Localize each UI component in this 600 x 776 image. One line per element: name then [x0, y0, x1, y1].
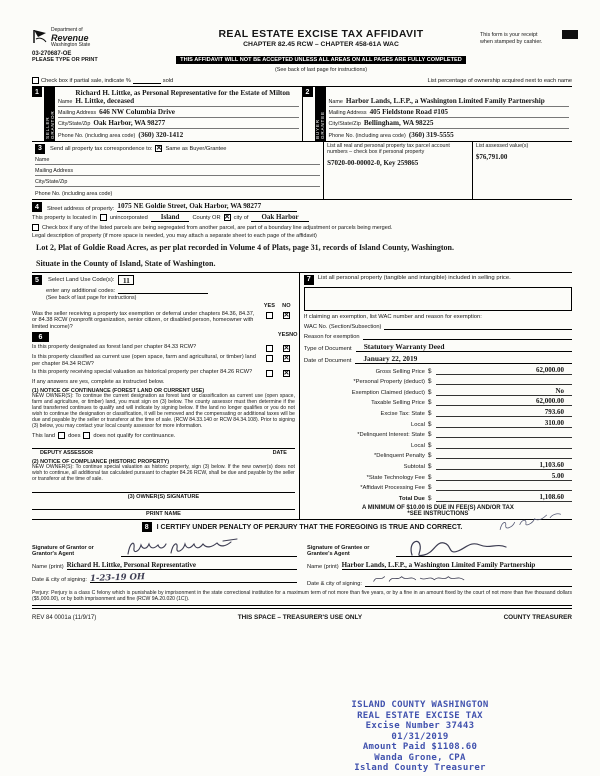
seller-phone-value[interactable]: (360) 320-1412 — [138, 131, 184, 139]
situate-statement: Situate in the County of Island, State of Washington. — [36, 259, 216, 268]
buyer-phone-label: Phone No. (including area code) — [328, 133, 406, 139]
total-due-value[interactable]: 1,108.60 — [436, 493, 572, 502]
does-not-label: does not qualify for continuance. — [93, 432, 176, 439]
print-name-line[interactable] — [32, 500, 295, 510]
see-back-note-2: (See back of last page for instructions) — [46, 295, 137, 301]
dollar-sign: $ — [427, 441, 432, 449]
seller-name-value[interactable]: Richard H. Littke, as Personal Representative for the Estate of Milton H. Littke, deceased — [75, 89, 290, 105]
grantor-signature-field[interactable] — [121, 535, 297, 557]
seller-address-value[interactable]: 646 NW Columbia Drive — [99, 108, 175, 116]
corr-city-field[interactable] — [70, 185, 320, 186]
dor-logo-icon — [32, 28, 48, 44]
tax-row-delinq-state: *Delinquent Interest: State $ — [304, 428, 572, 439]
notice-compliance-title: (2) NOTICE OF COMPLIANCE (HISTORIC PROPERTY) — [32, 459, 170, 466]
doc-date-label: Date of Document — [303, 358, 352, 364]
section-1-marker: 1 — [32, 87, 42, 97]
corr-phone-label: Phone No. (including area code) — [35, 191, 113, 197]
seller-grantor-tab: SELLER GRANTOR — [44, 87, 55, 141]
tax-row-exemption: Exemption Claimed (deduct) $ No — [304, 385, 572, 396]
grantee-name-print-value[interactable]: Harbor Lands, L.F.P., a Washington Limited Family Partnership — [342, 561, 572, 570]
if-yes-note: If any answers are yes, complete as instructed below. — [32, 379, 165, 386]
section-7-marker: 7 — [304, 275, 314, 285]
yes-no-header-2: 6 YES NO — [32, 332, 295, 342]
buyer-address-value[interactable]: 405 Fieldstone Road #105 — [369, 108, 449, 116]
seller-city-label: City/State/Zip — [58, 121, 91, 127]
print-name-label: PRINT NAME — [146, 511, 181, 518]
tax-row-penalty: *Delinquent Penalty $ — [304, 449, 572, 460]
processing-fee-value[interactable] — [436, 490, 572, 491]
land-does-checkbox[interactable] — [58, 432, 65, 439]
city-checkbox[interactable] — [224, 214, 231, 221]
partial-sale-row — [32, 77, 572, 87]
historic-no-checkbox[interactable] — [283, 370, 290, 377]
yes-no-header-1: YES NO — [263, 303, 291, 309]
section-4-marker: 4 — [32, 202, 42, 212]
partial-sale-percent-field[interactable] — [133, 78, 161, 84]
owners-signature-label: (3) OWNER(S) SIGNATURE — [127, 494, 200, 501]
receipt-line1: This form is your receipt — [480, 32, 538, 38]
tax-row-tech-fee: *State Technology Fee $ 5.00 — [304, 470, 572, 481]
land-use-code-value[interactable]: 11 — [118, 275, 134, 285]
taxable-price-value[interactable]: 62,000.00 — [436, 397, 572, 406]
excise-state-value[interactable]: 793.60 — [436, 408, 572, 417]
dept-line3: Washington State — [51, 41, 91, 48]
does-label: does — [68, 432, 81, 439]
dollar-sign: $ — [427, 462, 432, 470]
exemption-claimed-value[interactable]: No — [436, 387, 572, 396]
grantee-date-handwriting — [365, 572, 485, 586]
subtotal-value[interactable]: 1,103.60 — [436, 461, 572, 470]
delinq-state-value[interactable] — [436, 437, 572, 438]
reason-field[interactable] — [363, 333, 572, 340]
treasurer-space-label: THIS SPACE – TREASURER'S USE ONLY — [237, 614, 363, 622]
rev-number: REV 84 0001a (11/9/17) — [32, 614, 97, 621]
owners-signature-line[interactable] — [32, 483, 295, 493]
tax-correspondence-section — [32, 142, 572, 200]
land-does-not-checkbox[interactable] — [83, 432, 90, 439]
notice-bar: THIS AFFIDAVIT WILL NOT BE ACCEPTED UNLESS ALL AREAS ON ALL PAGES ARE FULLY COMPLETED — [176, 56, 466, 64]
exemption-yes-checkbox[interactable] — [266, 312, 273, 319]
land-use-column — [32, 273, 300, 519]
county-value[interactable]: Island — [151, 213, 190, 222]
penalty-value[interactable] — [436, 458, 572, 459]
receipt-line2: when stamped by cashier. — [480, 38, 543, 45]
grantee-signature — [406, 535, 526, 561]
doc-type-value[interactable]: Statutory Warranty Deed — [356, 342, 572, 352]
tax-column — [300, 273, 572, 519]
stamp-line: Amount Paid $1108.60 — [362, 742, 478, 752]
tax-row-delinq-local: Local $ — [304, 438, 572, 449]
corr-name-label: Name — [35, 157, 50, 163]
see-instructions-note: *SEE INSTRUCTIONS — [407, 510, 469, 517]
notice-compliance-body: NEW OWNER(S): To continue special valuation as historic property, sign (3) below. If the new owner(s) does not wish to continue, all additional tax calculated pursuant to chapter 84.26 RCW, shall be due and payable by the seller or transferor at the time of sale. — [32, 464, 295, 483]
buyer-name-label: Name — [328, 99, 343, 105]
delinq-local-value[interactable] — [436, 448, 572, 449]
corr-city-label: City/State/Zip — [35, 179, 68, 185]
current-use-no-checkbox[interactable] — [283, 355, 290, 362]
dollar-sign: $ — [427, 420, 432, 428]
street-address-label: Street address of property: — [47, 206, 115, 212]
tax-row-total: Total Due $ 1,108.60 — [304, 491, 572, 502]
legal-description-value[interactable]: Lot 2, Plat of Goldie Road Acres, as per plat recorded in Volume 4 of Plats, page 31, records of Island County, Washington. — [36, 243, 454, 252]
segregated-note: Check box if any of the listed parcels are being segregated from another parcel, are part of a boundary line adjustment or parcels being merged. — [42, 224, 393, 231]
grantor-signature-label: Signature of Grantor or Grantor's Agent — [32, 544, 94, 557]
seller-phone-label: Phone No. (including area code) — [58, 133, 136, 139]
street-address-value[interactable]: 1075 NE Goldie Street, Oak Harbor, WA 98277 — [117, 202, 297, 212]
grantor-date-city-value[interactable]: 1-23-19 OH — [90, 574, 297, 583]
partial-sale-checkbox[interactable] — [32, 77, 39, 84]
assessed-value[interactable]: $76,791.00 — [475, 153, 508, 161]
gross-price-value[interactable]: 62,000.00 — [436, 366, 572, 375]
grantor-name-print-value[interactable]: Richard H. Littke, Personal Representative — [67, 561, 297, 570]
doc-type-label: Type of Document — [303, 346, 352, 352]
buyer-city-label: City/State/Zip — [328, 121, 361, 127]
tax-row-taxable: Taxable Selling Price $ 62,000.00 — [304, 396, 572, 407]
buyer-phone-value[interactable]: (360) 319-5555 — [408, 131, 454, 139]
current-use-yes-checkbox[interactable] — [266, 355, 273, 362]
corr-address-label: Mailing Address — [35, 168, 74, 174]
wac-label: WAC No. (Section/Subsection) — [303, 324, 382, 330]
tax-row-personal: *Personal Property (deduct) $ — [304, 375, 572, 386]
type-or-print-label: PLEASE TYPE OR PRINT — [32, 57, 98, 63]
agency-block — [32, 28, 162, 63]
grantor-signature — [125, 536, 275, 560]
seller-address-label: Mailing Address — [58, 110, 97, 116]
page-title: REAL ESTATE EXCISE TAX AFFIDAVIT — [218, 28, 424, 40]
tax-row-excise-state: Excise Tax: State $ 793.60 — [304, 406, 572, 417]
city-of-label: city of — [233, 214, 249, 221]
see-back-note: (See back of last page for instructions) — [275, 67, 367, 73]
personal-property-header: List all personal property (tangible and intangible) included in selling price. — [317, 275, 511, 281]
reason-label: Reason for exemption — [303, 334, 360, 340]
tech-fee-value[interactable]: 5.00 — [436, 472, 572, 481]
wac-field[interactable] — [384, 323, 572, 330]
dollar-sign: $ — [427, 409, 432, 417]
dollar-sign: $ — [427, 388, 432, 396]
assessed-value-header: List assessed value(s) — [475, 143, 529, 149]
seller-section — [32, 87, 302, 142]
deputy-date-label: DATE — [272, 450, 287, 457]
dollar-sign: $ — [427, 452, 432, 460]
excise-local-value[interactable]: 310.00 — [436, 419, 572, 428]
dollar-sign: $ — [427, 431, 432, 439]
legal-description-label: Legal description of property (if more space is needed, you may attach a separate sheet to each page of the affidavit) — [32, 233, 317, 239]
partial-sale-label: Check box if partial sale, indicate % — [41, 77, 131, 84]
grantor-date-city-label: Date & city of signing: — [32, 577, 88, 584]
dept-line2: Revenue — [51, 32, 89, 43]
certify-statement: I CERTIFY UNDER PENALTY OF PERJURY THAT THE FOREGOING IS TRUE AND CORRECT. — [156, 523, 463, 531]
forest-yes-checkbox[interactable] — [266, 345, 273, 352]
seller-city-value[interactable]: Oak Harbor, WA 98277 — [93, 119, 166, 127]
additional-codes-field[interactable] — [118, 287, 208, 294]
stamp-line: Excise Number 37443 — [365, 721, 475, 731]
seller-name-label: Name — [58, 99, 73, 105]
corr-phone-field[interactable] — [115, 197, 320, 198]
dollar-sign: $ — [427, 484, 432, 492]
corr-name-field[interactable] — [52, 163, 320, 164]
buyer-name-value[interactable]: Harbor Lands, L.F.P., a Washington Limited Family Partnership — [345, 97, 545, 105]
header — [32, 28, 572, 73]
additional-codes-label: enter any additional codes: — [46, 288, 116, 294]
corr-address-field[interactable] — [76, 174, 320, 175]
form-number: 03-270687-OE — [32, 51, 72, 57]
dollar-sign: $ — [427, 367, 432, 375]
buyer-section — [302, 87, 573, 142]
grantee-signing-column — [307, 535, 572, 587]
deputy-assessor-label: DEPUTY ASSESSOR — [40, 450, 94, 457]
perjury-statement: Perjury: Perjury is a class C felony which is punishable by imprisonment in the state correctional institution for a maximum term of not more than five years, or by a fine in an amount fixed by the court of not more than five thousand dollars ($5,000.00), or by both imprisonment and fine (RCW 9A.20.020 (1C)). — [32, 590, 572, 606]
send-correspondence-label: Send all property tax correspondence to: — [50, 145, 153, 152]
stamp-line: Island County Treasurer — [354, 763, 486, 773]
grantor-signing-column — [32, 535, 297, 587]
grantee-date-city-label: Date & city of signing: — [307, 581, 363, 588]
certification-section — [32, 520, 572, 609]
stamp-line: ISLAND COUNTY WASHINGTON — [351, 700, 489, 710]
dollar-sign: $ — [427, 378, 432, 386]
stamp-line: REAL ESTATE EXCISE TAX — [357, 710, 483, 721]
dept-line1: Department of — [51, 27, 83, 33]
county-or-label: County OR — [192, 214, 221, 221]
land-use-label: Select Land Use Code(s): — [48, 277, 115, 283]
same-as-buyer-label: Same as Buyer/Grantee — [165, 145, 227, 152]
minimum-note: A MINIMUM OF $10.00 IS DUE IN FEE(S) AND/OR TAX — [362, 504, 514, 511]
section-5-marker: 5 — [32, 275, 42, 285]
ownership-note: List percentage of ownership acquired next to each name — [427, 77, 572, 84]
deputy-assessor-signature-line[interactable] — [32, 439, 295, 449]
partial-sale-sold-label: sold — [162, 77, 174, 84]
dollar-sign: $ — [427, 473, 432, 481]
dollar-sign: $ — [427, 399, 432, 407]
tax-row-excise-local: Local $ 310.00 — [304, 417, 572, 428]
stamp-line: Wanda Grone, CPA — [374, 752, 466, 763]
county-treasurer-label: COUNTY TREASURER — [503, 614, 572, 622]
mid-columns — [32, 273, 572, 520]
tax-row-subtotal: Subtotal $ 1,103.60 — [304, 459, 572, 470]
doc-date-value[interactable]: January 22, 2019 — [355, 354, 572, 364]
section-2-marker: 2 — [303, 87, 313, 97]
parties-section — [32, 87, 572, 142]
notice-continuance-body: NEW OWNER(S): To continue the current designation as forest land or classification as current use (open space, farm and agriculture, or timber) land, you must sign on (3) below. The county assessor must then determine if the land transferred continues to qualify and will indicate by signing below. If the land no longer qualifies or you do not wish to continue the designation or classification, it will be removed and the compensating or additional taxes will be due and payable by the seller or transferor at the time of sale. (RCW 84.33.140 or RCW 84.34.108). Prior to signing (3) below, you may contact your local county assessor for more information. — [32, 393, 295, 429]
registration-mark — [562, 30, 578, 39]
this-land-label: This land — [32, 432, 56, 439]
tax-row-processing-fee: *Affidavit Processing Fee $ — [304, 481, 572, 492]
grantee-signature-field[interactable] — [396, 535, 572, 557]
buyer-address-label: Mailing Address — [328, 110, 367, 116]
unincorporated-checkbox[interactable] — [100, 214, 107, 221]
buyer-grantee-tab: BUYER GRANTEE — [315, 87, 326, 141]
exemption-no-checkbox[interactable] — [283, 312, 290, 319]
section-8-marker: 8 — [142, 522, 152, 532]
personal-property-field[interactable] — [304, 287, 572, 311]
parcel-numbers-header: List all real and personal property tax parcel account numbers – check box if personal property — [327, 143, 450, 155]
notice-continuance-title: (1) NOTICE OF CONTINUANCE (FOREST LAND OR CURRENT USE) — [32, 388, 205, 395]
page-subtitle: CHAPTER 82.45 RCW – CHAPTER 458-61A WAC — [243, 41, 399, 48]
personal-deduct-value[interactable] — [436, 384, 572, 385]
buyer-city-value[interactable]: Bellingham, WA 98225 — [363, 119, 434, 127]
grantor-name-print-label: Name (print) — [32, 564, 64, 571]
section-6-marker: 6 — [32, 332, 49, 342]
forest-no-checkbox[interactable] — [283, 345, 290, 352]
dollar-sign: $ — [427, 494, 432, 502]
unincorporated-label: unincorporated — [109, 214, 148, 221]
tax-row-gross: Gross Selling Price $ 62,000.00 — [304, 364, 572, 375]
historic-question: Is this property receiving special valuation as historical property per chapter 84.26 RCW? — [32, 369, 253, 376]
city-value[interactable]: Oak Harbor — [251, 213, 308, 222]
treasurer-stamp — [292, 700, 548, 774]
segregated-checkbox[interactable] — [32, 224, 39, 231]
same-as-buyer-checkbox[interactable] — [155, 145, 162, 152]
title-block — [162, 28, 480, 73]
forest-land-question: Is this property designated as forest land per chapter 84.33 RCW? — [32, 344, 197, 351]
grantee-date-city-value[interactable] — [365, 572, 572, 587]
grantee-signature-label: Signature of Grantee or Grantee's Agent — [307, 544, 370, 557]
stamp-line: 01/31/2019 — [391, 731, 449, 742]
grantee-name-print-label: Name (print) — [307, 564, 339, 571]
footer-row — [32, 614, 572, 621]
located-in-label: This property is located in — [32, 214, 97, 221]
property-section — [32, 200, 572, 273]
exemption-question: Was the seller receiving a property tax exemption or deferral under chapters 84.36, 84.37, or 84.38 RCW (nonprofit organization, senior citizen, or disabled person, homeowner with limited income)? — [32, 311, 255, 330]
historic-yes-checkbox[interactable] — [266, 370, 273, 377]
exemption-header: If claiming an exemption, list WAC number and reason for exemption: — [303, 314, 482, 320]
section-3-marker: 3 — [35, 144, 45, 154]
current-use-question: Is this property classified as current use (open space, farm and agricultural, or timber) land per chapter 84.34 RCW? — [32, 354, 256, 367]
parcel-numbers-value[interactable]: S7020-00-00002-0, Key 259865 — [327, 159, 419, 167]
receipt-note — [480, 28, 572, 45]
